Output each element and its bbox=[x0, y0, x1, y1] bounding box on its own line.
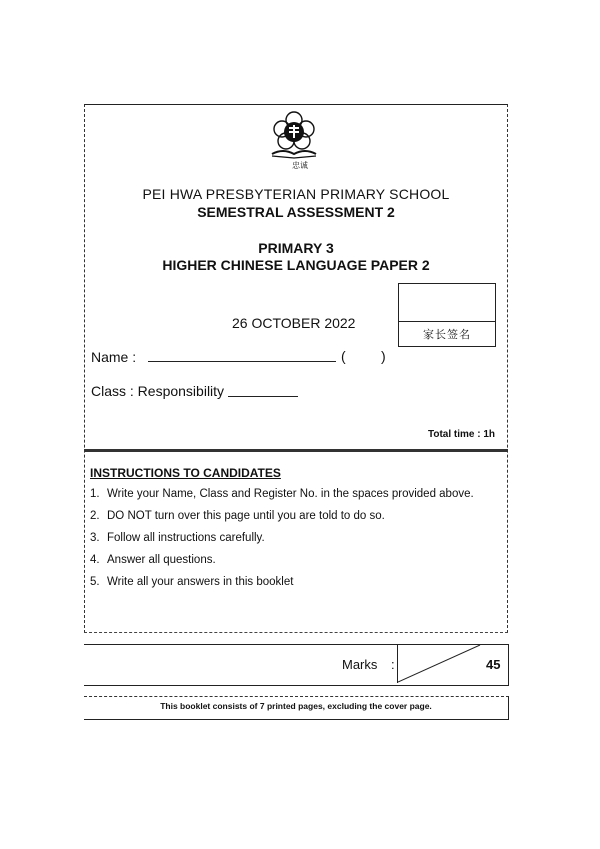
register-paren-close: ) bbox=[381, 348, 386, 364]
class-field[interactable] bbox=[228, 396, 298, 397]
instruction-item: 5. Write all your answers in this booklet bbox=[90, 576, 294, 588]
instruction-item: 4. Answer all questions. bbox=[90, 554, 216, 566]
instruction-item: 2. DO NOT turn over this page until you are told to do so. bbox=[90, 510, 385, 522]
page-count-note: This booklet consists of 7 printed pages, excluding the cover page. bbox=[160, 701, 432, 711]
register-paren-open: ( bbox=[341, 348, 346, 364]
exam-date: 26 OCTOBER 2022 bbox=[232, 315, 356, 331]
instruction-item: 1. Write your Name, Class and Register No. in the spaces provided above. bbox=[90, 488, 474, 500]
paper-title: HIGHER CHINESE LANGUAGE PAPER 2 bbox=[162, 257, 430, 273]
assessment-title: SEMESTRAL ASSESSMENT 2 bbox=[197, 204, 395, 220]
school-name: PEI HWA PRESBYTERIAN PRIMARY SCHOOL bbox=[142, 186, 450, 202]
name-field[interactable] bbox=[148, 361, 336, 362]
marks-label: Marks bbox=[342, 657, 378, 672]
marks-colon: : bbox=[391, 657, 395, 672]
section-divider bbox=[84, 449, 508, 452]
signature-divider bbox=[399, 321, 495, 322]
marks-total: 45 bbox=[486, 657, 501, 672]
school-motto: 忠诚 bbox=[292, 161, 308, 170]
instructions-bottom-border bbox=[84, 632, 508, 633]
parent-signature-box[interactable] bbox=[398, 283, 496, 347]
instruction-item: 3. Follow all instructions carefully. bbox=[90, 532, 265, 544]
school-crest-icon bbox=[268, 110, 320, 166]
name-label: Name : bbox=[91, 349, 137, 365]
level-title: PRIMARY 3 bbox=[258, 240, 334, 256]
class-label: Class : Responsibility bbox=[91, 383, 225, 399]
total-time: Total time : 1h bbox=[428, 429, 496, 440]
instructions-list bbox=[90, 488, 490, 598]
parent-signature-label: 家长签名 bbox=[423, 328, 471, 341]
instructions-heading: INSTRUCTIONS TO CANDIDATES bbox=[90, 466, 281, 480]
